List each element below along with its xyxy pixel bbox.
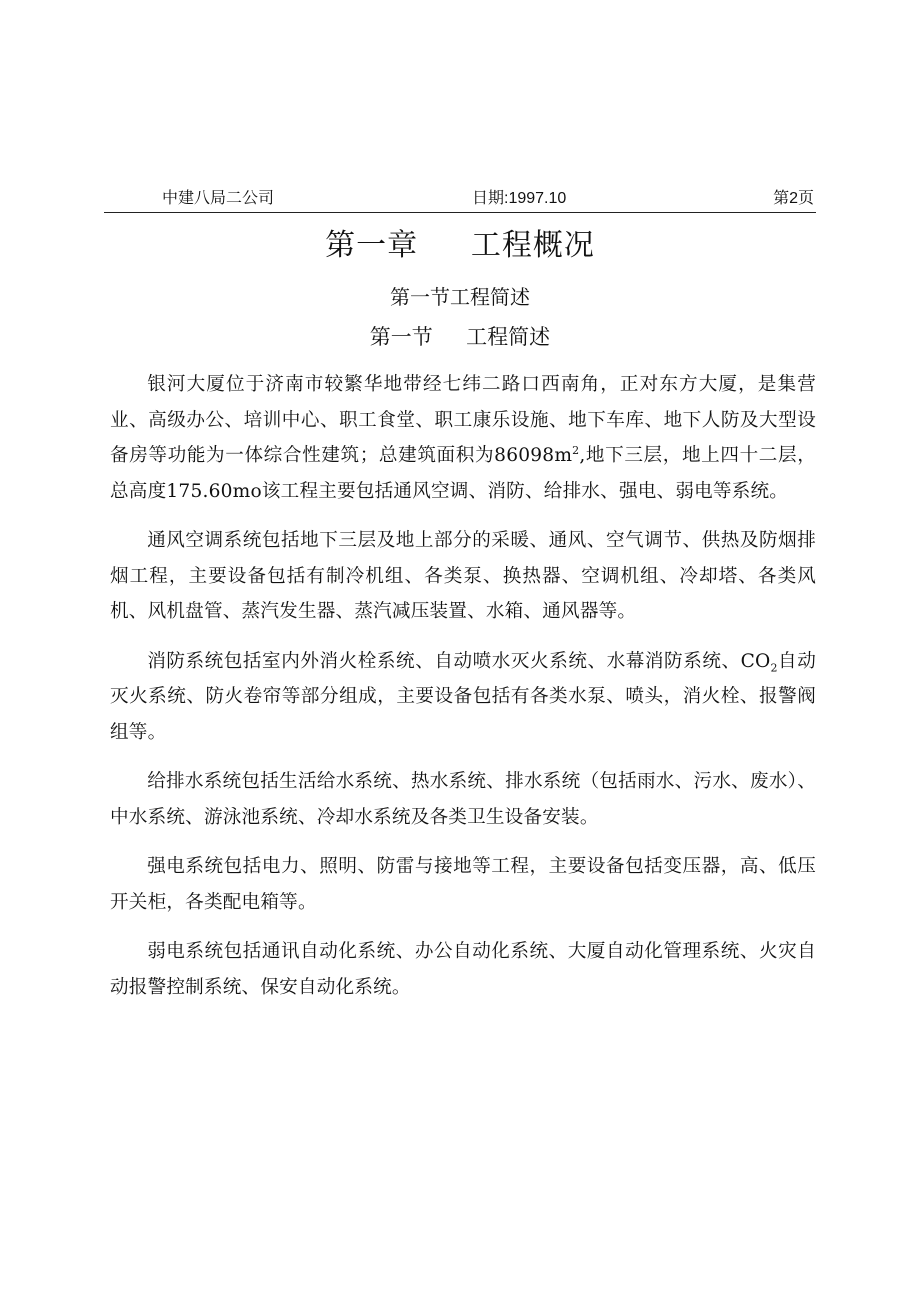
paragraph-hvac: 通风空调系统包括地下三层及地上部分的采暖、通风、空气调节、供热及防烟排烟工程，主要设备包括有制冷机组、各类泵、换热器、空调机组、冷却塔、各类风机、风机盘管、蒸汽发生器、蒸汽减压装置、水箱、通风器等。 xyxy=(110,530,816,622)
paragraph-fire-protection xyxy=(110,644,816,751)
paragraph-weak-current: 弱电系统包括通讯自动化系统、办公自动化系统、大厦自动化管理系统、火灾自动报警控制系统、保安自动化系统。 xyxy=(110,941,816,998)
paragraph-fire-part-1: 消防系统包括室内外消火栓系统、自动喷水灭火系统、水幕消防系统、CO xyxy=(147,650,771,672)
body-text xyxy=(110,367,816,1019)
header-date: 日期:1997.10 xyxy=(472,190,567,207)
page-header xyxy=(104,188,816,213)
paragraph-overview-part-2: ,地下三层，地上四十二层，总高度175.60mo该工程主要包括通风空调、消防、给排水、强电、弱电等系统。 xyxy=(110,445,816,502)
paragraph-strong-current: 强电系统包括电力、照明、防雷与接地等工程，主要设备包括变压器，高、低压开关柜，各类配电箱等。 xyxy=(110,856,816,913)
section-title-2: 第一节 工程简述 xyxy=(369,325,551,349)
paragraph-water-supply-drainage: 给排水系统包括生活给水系统、热水系统、排水系统（包括雨水、污水、废水）、中水系统、游泳池系统、冷却水系统及各类卫生设备安装。 xyxy=(110,771,816,828)
paragraph-fire-part-2: 自动灭火系统、防火卷帘等部分组成，主要设备包括有各类水泵、喷头，消火栓、报警阀组等。 xyxy=(110,650,816,743)
header-page-number: 第2页 xyxy=(773,190,814,207)
paragraph-overview xyxy=(110,367,816,509)
header-company: 中建八局二公司 xyxy=(162,190,275,207)
section-title-1: 第一节工程简述 xyxy=(390,285,530,309)
chapter-title: 第一章 工程概况 xyxy=(325,228,595,263)
subscript-2: 2 xyxy=(770,661,778,675)
superscript-2: 2 xyxy=(572,443,580,457)
paragraph-overview-part-1: 银河大厦位于济南市较繁华地带经七纬二路口西南角，正对东方大厦，是集营业、高级办公、培训中心、职工食堂、职工康乐设施、地下车库、地下人防及大型设备房等功能为一体综合性建筑；总建筑面积为86098m xyxy=(110,374,816,466)
